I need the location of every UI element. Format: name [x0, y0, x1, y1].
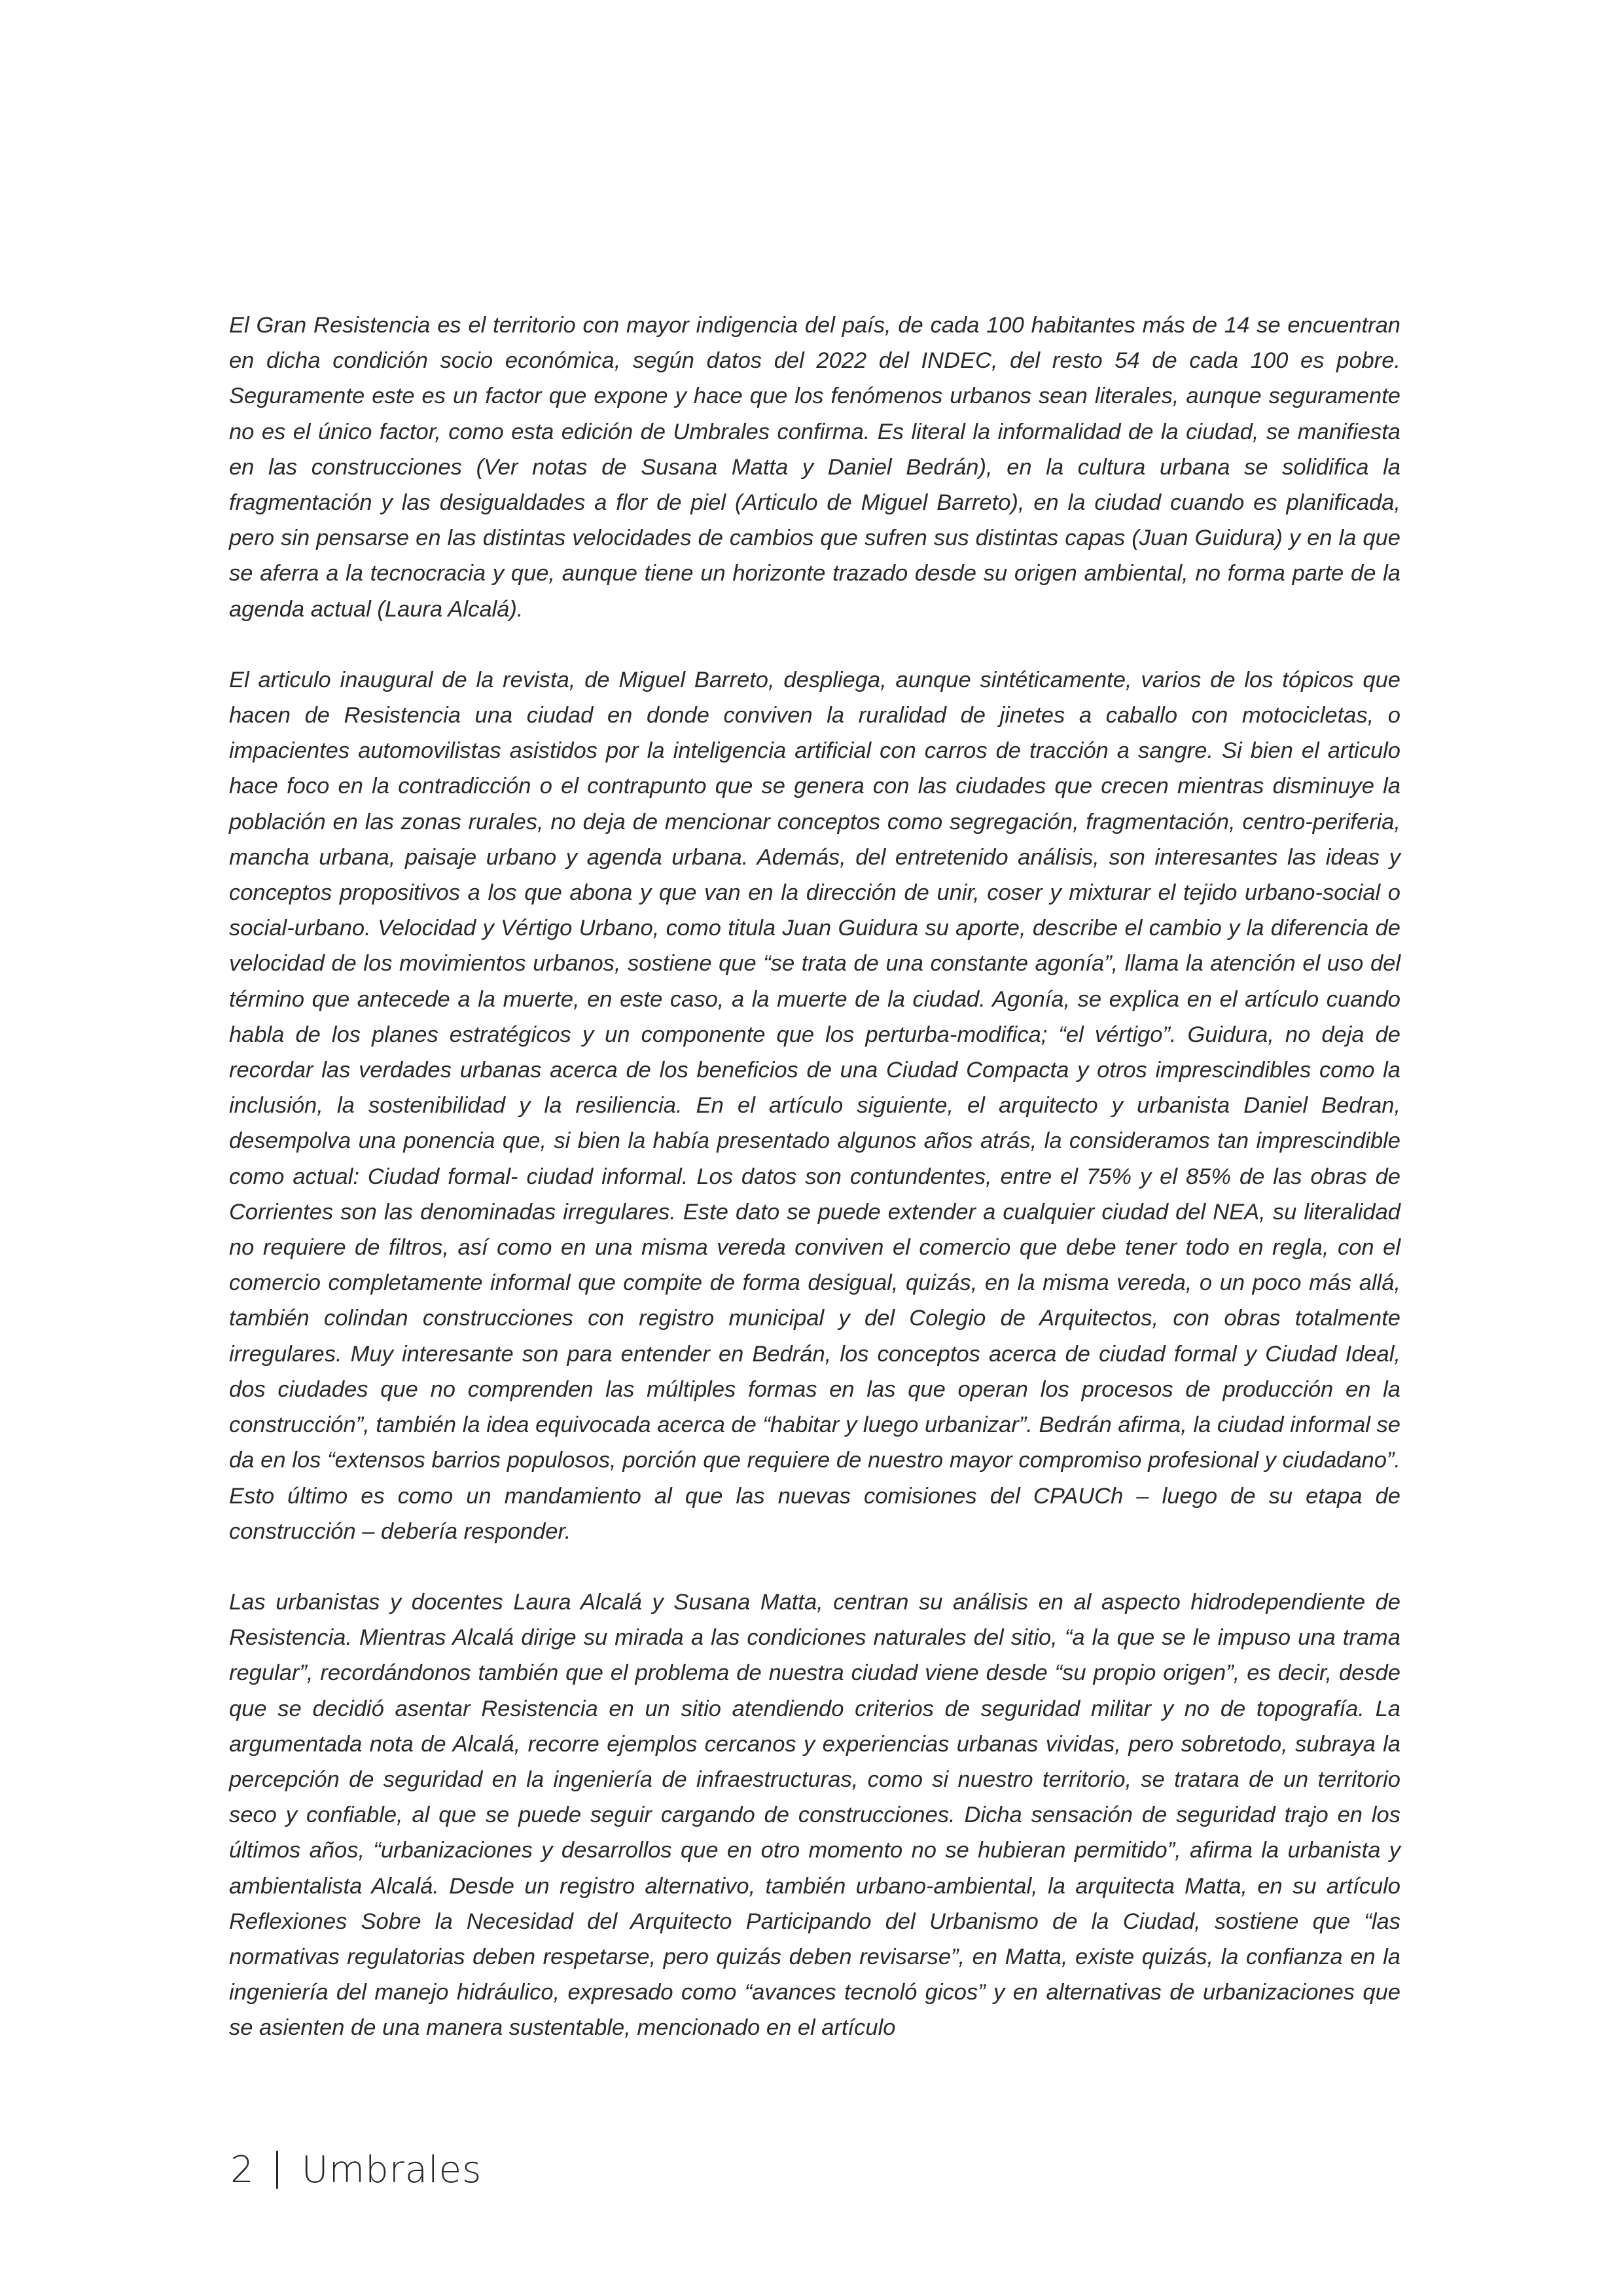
footer-divider	[276, 2151, 278, 2189]
article-paragraph-2: El articulo inaugural de la revista, de Miguel Barreto, despliega, aunque sintéticamente, varios de los tópicos que hacen de Resistencia una ciudad en donde conviven la ruralidad de jinetes a caballo con motocicletas, o impacientes automovilistas asistidos por la inteligencia artificial con carros de tracción a sangre. Si bien el articulo hace foco en la contradicción o el contrapunto que se genera con las ciudades que crecen mientras disminuye la población en las zonas rurales, no deja de mencionar conceptos como segregación, fragmentación, centro-periferia, mancha urbana, paisaje urbano y agenda urbana. Además, del entretenido análisis, son interesantes las ideas y conceptos propositivos a los que abona y que van en la dirección de unir, coser y mixturar el tejido urbano-social o social-urbano. Velocidad y Vértigo Urbano, como titula Juan Guidura su aporte, describe el cambio y la diferencia de velocidad de los movimientos urbanos, sostiene que “se trata de una constante agonía”, llama la atención el uso del término que antecede a la muerte, en este caso, a la muerte de la ciudad. Agonía, se explica en el artículo cuando habla de los planes estratégicos y un componente que los perturba-modifica; “el vértigo”. Guidura, no deja de recordar las verdades urbanas acerca de los beneficios de una Ciudad Compacta y otros imprescindibles como la inclusión, la sostenibilidad y la resiliencia. En el artículo siguiente, el arquitecto y urbanista Daniel Bedran, desempolva una ponencia que, si bien la había presentado algunos años atrás, la consideramos tan imprescindible como actual: Ciudad formal- ciudad informal. Los datos son contundentes, entre el 75% y el 85% de las obras de Corrientes son las denominadas irregulares. Este dato se puede extender a cualquier ciudad del NEA, su literalidad no requiere de filtros, así como en una misma vereda conviven el comercio que debe tener todo en regla, con el comercio completamente informal que compite de forma desigual, quizás, en la misma vereda, o un poco más allá, también colindan construcciones con registro municipal y del Colegio de Arquitectos, con obras totalmente irregulares. Muy interesante son para entender en Bedrán, los conceptos acerca de ciudad formal y Ciudad Ideal, dos ciudades que no comprenden las múltiples formas en las que operan los procesos de producción en la construcción”, también la idea equivocada acerca de “habitar y luego urbanizar”. Bedrán afirma, la ciudad informal se da en los “extensos barrios populosos, porción que requiere de nuestro mayor compromiso profesional y ciudadano”. Esto último es como un mandamiento al que las nuevas comisiones del CPAUCh – luego de su etapa de construcción – debería responder.	[229, 667, 1400, 1544]
page-number: 2	[230, 2148, 254, 2191]
page-footer	[230, 2140, 482, 2199]
article-paragraph-3: Las urbanistas y docentes Laura Alcalá y Susana Matta, centran su análisis en al aspecto hidrodependiente de Resistencia. Mientras Alcalá dirige su mirada a las condiciones naturales del sitio, “a la que se le impuso una trama regular”, recordándonos también que el problema de nuestra ciudad viene desde “su propio origen”, es decir, desde que se decidió asentar Resistencia en un sitio atendiendo criterios de seguridad militar y no de topografía. La argumentada nota de Alcalá, recorre ejemplos cercanos y experiencias urbanas vividas, pero sobretodo, subraya la percepción de seguridad en la ingeniería de infraestructuras, como si nuestro territorio, se tratara de un territorio seco y confiable, al que se puede seguir cargando de construcciones. Dicha sensación de seguridad trajo en los últimos años, “urbanizaciones y desarrollos que en otro momento no se hubieran permitido”, afirma la urbanista y ambientalista Alcalá. Desde un registro alternativo, también urbano-ambiental, la arquitecta Matta, en su artículo Reflexiones Sobre la Necesidad del Arquitecto Participando del Urbanismo de la Ciudad, sostiene que “las normativas regulatorias deben respetarse, pero quizás deben revisarse”, en Matta, existe quizás, la confianza en la ingeniería del manejo hidráulico, expresado como “avances tecnoló gicos” y en alternativas de urbanizaciones que se asienten de una manera sustentable, mencionado en el artículo	[229, 1589, 1400, 2041]
article-paragraph-1: El Gran Resistencia es el territorio con mayor indigencia del país, de cada 100 habitantes más de 14 se encuentran en dicha condición socio económica, según datos del 2022 del INDEC, del resto 54 de cada 100 es pobre. Seguramente este es un factor que expone y hace que los fenómenos urbanos sean literales, aunque seguramente no es el único factor, como esta edición de Umbrales confirma. Es literal la informalidad de la ciudad, se manifiesta en las construcciones (Ver notas de Susana Matta y Daniel Bedrán), en la cultura urbana se solidifica la fragmentación y las desigualdades a flor de piel (Articulo de Miguel Barreto), en la ciudad cuando es planificada, pero sin pensarse en las distintas velocidades de cambios que sufren sus distintas capas (Juan Guidura) y en la que se aferra a la tecnocracia y que, aunque tiene un horizonte trazado desde su origen ambiental, no forma parte de la agenda actual (Laura Alcalá).	[229, 313, 1400, 622]
article-body	[229, 308, 1400, 2046]
publication-title: Umbrales	[301, 2148, 482, 2191]
